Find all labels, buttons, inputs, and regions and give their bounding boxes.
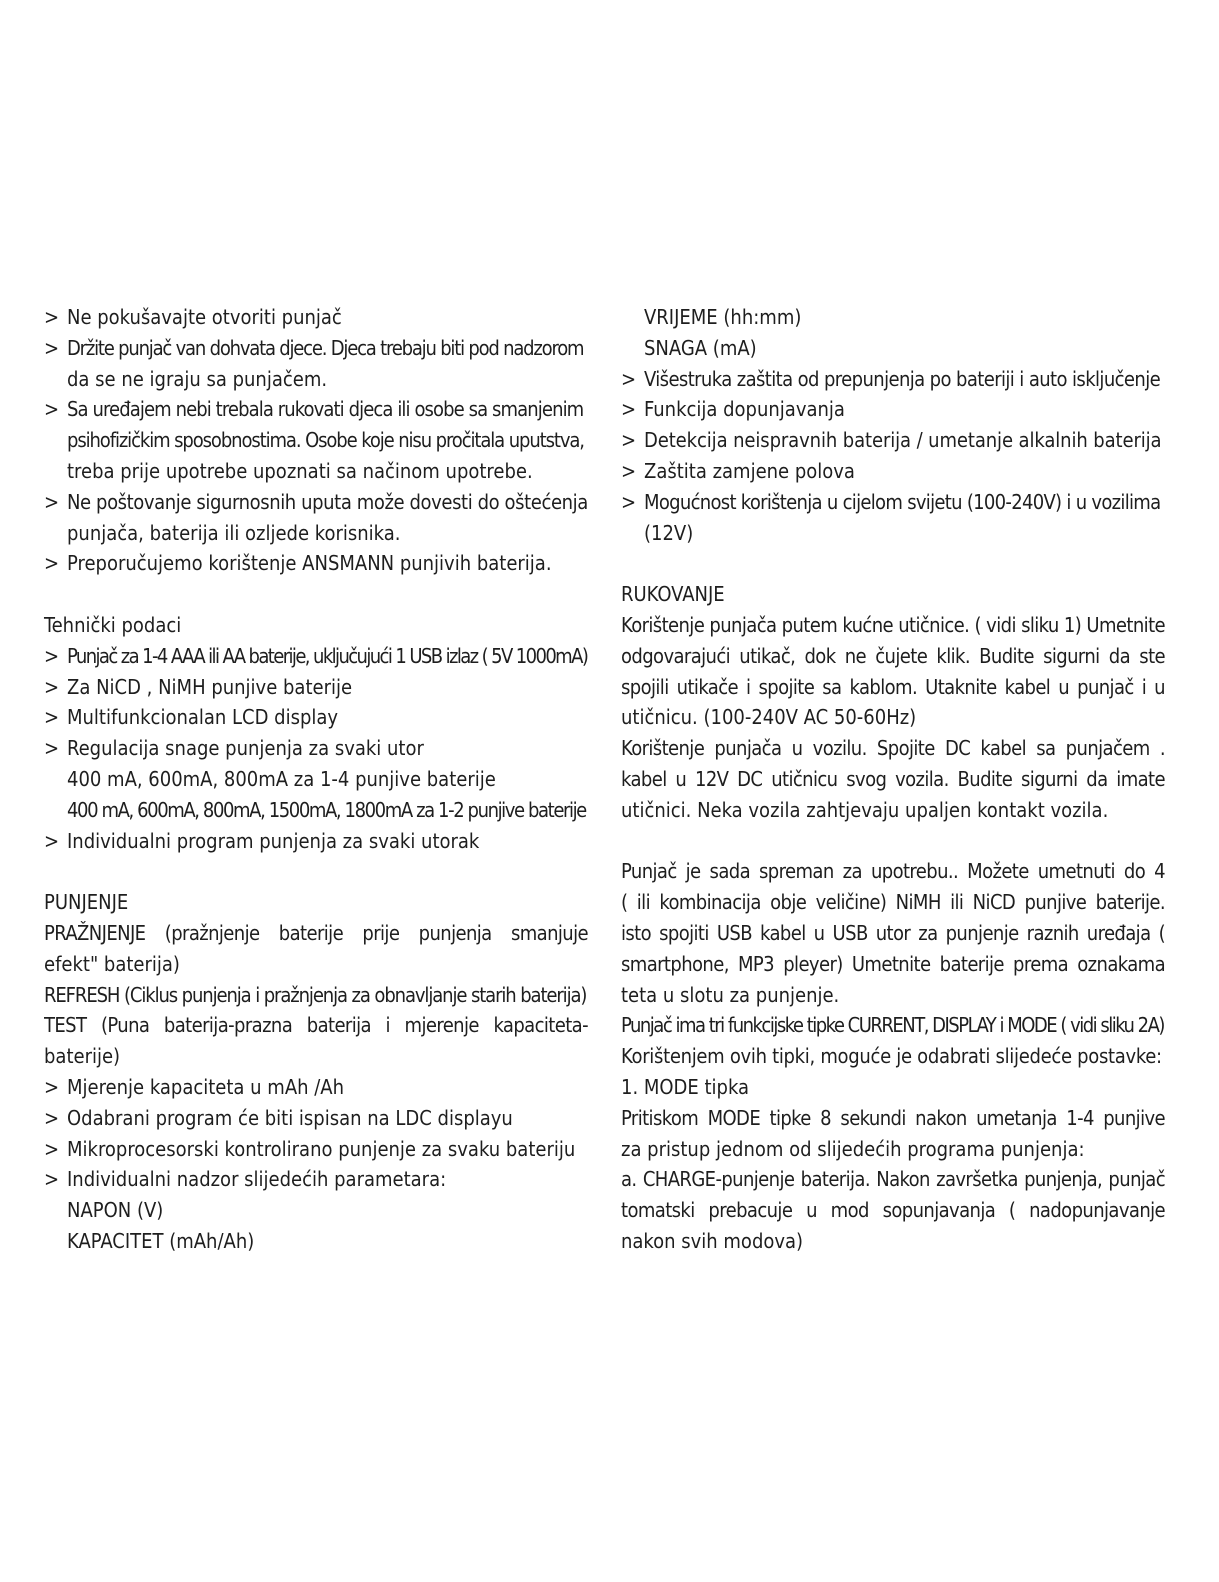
list-item [44, 302, 588, 333]
item-text: Regulacija snage punjenja za svaki utor [67, 736, 424, 761]
item-text-cont: (12V) [644, 520, 694, 545]
list-item [621, 364, 1165, 395]
paragraph-line: Pritiskom MODE tipke 8 sekundi nakon umetanja 1-4 punjive [621, 1105, 1165, 1130]
list-item [44, 1164, 588, 1256]
modes-paragraph [44, 918, 588, 1072]
bullet-marker: > [44, 335, 58, 360]
tech-list [44, 641, 588, 857]
bullet-marker: > [621, 397, 637, 422]
bullet-marker: > [621, 458, 637, 483]
paragraph-line: Korištenje punjača putem kućne utičnice. ( vidi sliku 1) Umetnite [621, 612, 1165, 637]
list-item [44, 1134, 588, 1165]
paragraph-line: teta u slotu za punjenje. [621, 982, 840, 1007]
item-text: Preporučujemo korištenje ANSMANN punjivih baterija. [67, 551, 552, 576]
bullet-marker: > [44, 736, 60, 761]
item-text-cont: 400 mA, 600mA, 800mA za 1-4 punjive baterije [67, 766, 496, 791]
item-text: Ne poštovanje sigurnosnih uputa može dovesti do oštećenja [67, 489, 588, 514]
paragraph-line: za pristup jednom od slijedećih programa punjenja: [621, 1136, 1085, 1161]
param-line: SNAGA (mA) [644, 335, 757, 360]
paragraph-line: smartphone, MP3 pleyer) Umetnite baterije prema oznakama [621, 951, 1165, 976]
list-item [44, 733, 588, 825]
features-list [621, 364, 1165, 549]
list-item [44, 333, 588, 395]
item-text: Ne pokušavajte otvoriti punjač [67, 305, 342, 329]
list-item [44, 1103, 588, 1134]
list-item [621, 394, 1165, 425]
item-text: Individualni nadzor slijedećih parametara: [67, 1167, 447, 1192]
item-text: Mjerenje kapaciteta u mAh /Ah [67, 1074, 345, 1099]
item-text-cont: NAPON (V) [67, 1198, 164, 1223]
list-item [44, 487, 588, 549]
paragraph-line: baterije) [44, 1044, 121, 1069]
paragraph-line: a. CHARGE-punjenje baterija. Nakon završetka punjenja, punjač [621, 1167, 1165, 1192]
modes-heading: PUNJENJE [44, 890, 129, 915]
paragraph-line: isto spojiti USB kabel u USB utor za punjenje raznih uređaja ( [621, 920, 1165, 945]
paragraph-line: efekt" baterija) [44, 951, 180, 976]
usage-paragraph [621, 610, 1165, 826]
paragraph-line: utičnicu. (100-240V AC 50-60Hz) [621, 705, 917, 730]
param-line: VRIJEME (hh:mm) [644, 305, 802, 329]
list-item [44, 826, 588, 857]
item-text-cont: psihofizičkim sposobnostima. Osobe koje nisu pročitala uputstva, [67, 428, 584, 453]
paragraph-line: 1. MODE tipka [621, 1074, 750, 1099]
list-item [44, 1072, 588, 1103]
paragraph-line: REFRESH (Ciklus punjenja i pražnjenja za obnavljanje starih baterija) [44, 982, 587, 1007]
bullet-marker: > [44, 705, 60, 730]
bullet-marker: > [44, 1136, 60, 1161]
bullet-marker: > [44, 551, 60, 576]
paragraph-line: Korištenje punjača u vozilu. Spojite DC kabel sa punjačem . [621, 736, 1165, 761]
paragraph-line: spojili utikače i spojite sa kablom. Utaknite kabel u punjač i u [621, 674, 1165, 699]
list-item [44, 702, 588, 733]
bullet-marker: > [44, 643, 58, 668]
bullet-marker: > [44, 1167, 60, 1192]
item-text: Funkcija dopunjavanja [644, 397, 845, 422]
item-text: Sa uređajem nebi trebala rukovati djeca ili osobe sa smanjenim [67, 397, 584, 422]
bullet-marker: > [621, 366, 636, 391]
item-text: Multifunkcionalan LCD display [67, 705, 339, 730]
params-continued [621, 302, 1165, 364]
paragraph-line: nakon svih modova) [621, 1228, 804, 1253]
spacer [44, 579, 588, 610]
bullet-marker: > [621, 489, 636, 514]
spacer [44, 856, 588, 887]
right-column [621, 302, 1165, 1257]
item-text: Detekcija neispravnih baterija / umetanje alkalnih baterija [644, 428, 1162, 453]
item-text: Zaštita zamjene polova [644, 458, 855, 483]
ready-paragraph [621, 856, 1165, 1256]
bullet-marker: > [621, 428, 636, 453]
list-item [44, 394, 588, 486]
item-text: Mikroprocesorski kontrolirano punjenje za svaku bateriju [67, 1136, 576, 1161]
paragraph-line: kabel u 12V DC utičnicu svog vozila. Budite sigurni da imate [621, 766, 1165, 791]
item-text: Punjač za 1-4 AAA ili AA baterije, uključujući 1 USB izlaz ( 5V 1000mA) [67, 643, 588, 668]
paragraph-line: Punjač ima tri funkcijske tipke CURRENT, DISPLAY i MODE ( vidi sliku 2A) [621, 1013, 1164, 1038]
item-text: Individualni program punjenja za svaki utorak [67, 828, 480, 853]
paragraph-line: Korištenjem ovih tipki, moguće je odabrati slijedeće postavke: [621, 1044, 1162, 1069]
item-text: Odabrani program će biti ispisan na LDC displayu [67, 1105, 513, 1130]
paragraph-line: ( ili kombinacija obje veličine) NiMH ili NiCD punjive baterije. [621, 890, 1165, 915]
item-text-cont: punjača, baterija ili ozljede korisnika. [67, 520, 401, 545]
list-item [621, 425, 1165, 456]
item-text: Držite punjač van dohvata djece. Djeca trebaju biti pod nadzorom [67, 335, 584, 360]
tech-heading: Tehnički podaci [44, 612, 182, 637]
list-item [44, 672, 588, 703]
bullet-marker: > [44, 397, 59, 422]
paragraph-line: odgovarajući utikač, dok ne čujete klik. Budite sigurni da ste [621, 643, 1165, 668]
paragraph-line: utičnici. Neka vozila zahtjevaju upaljen kontakt vozila. [621, 797, 1109, 822]
item-text: Za NiCD , NiMH punjive baterije [67, 674, 353, 699]
paragraph-line: tomatski prebacuje u mod sopunjavanja ( nadopunjavanje [621, 1198, 1165, 1223]
paragraph-line: PRAŽNJENJE (pražnjenje baterije prije punjenja smanjuje [44, 920, 588, 945]
item-text-cont: treba prije upotrebe upoznati sa načinom upotrebe. [67, 458, 533, 483]
paragraph-line: Punjač je sada spreman za upotrebu.. Možete umetnuti do 4 [621, 859, 1165, 884]
item-text-cont: 400 mA, 600mA, 800mA, 1500mA, 1800mA za 1-2 punjive baterije [67, 797, 586, 822]
list-item [621, 487, 1165, 549]
item-text: Mogućnost korištenja u cijelom svijetu (100-240V) i u vozilima [644, 489, 1161, 514]
bullet-marker: > [44, 305, 60, 329]
bullet-marker: > [44, 1105, 60, 1130]
item-text-cont: KAPACITET (mAh/Ah) [67, 1228, 255, 1253]
safety-list [44, 302, 588, 579]
bullet-marker: > [44, 489, 59, 514]
spacer [621, 826, 1165, 857]
spacer [621, 548, 1165, 579]
usage-heading: RUKOVANJE [621, 582, 725, 607]
bullet-marker: > [44, 1074, 60, 1099]
item-text-cont: da se ne igraju sa punjačem. [67, 366, 328, 391]
bullet-marker: > [44, 828, 60, 853]
item-text: Višestruka zaštita od prepunjenja po bateriji i auto isključenje [644, 366, 1161, 391]
bullet-marker: > [44, 674, 60, 699]
paragraph-line: TEST (Puna baterija-prazna baterija i mjerenje kapaciteta- [44, 1013, 588, 1038]
left-column [44, 302, 588, 1257]
list-item [621, 456, 1165, 487]
features-list [44, 1072, 588, 1257]
list-item [44, 641, 588, 672]
list-item [44, 548, 588, 579]
